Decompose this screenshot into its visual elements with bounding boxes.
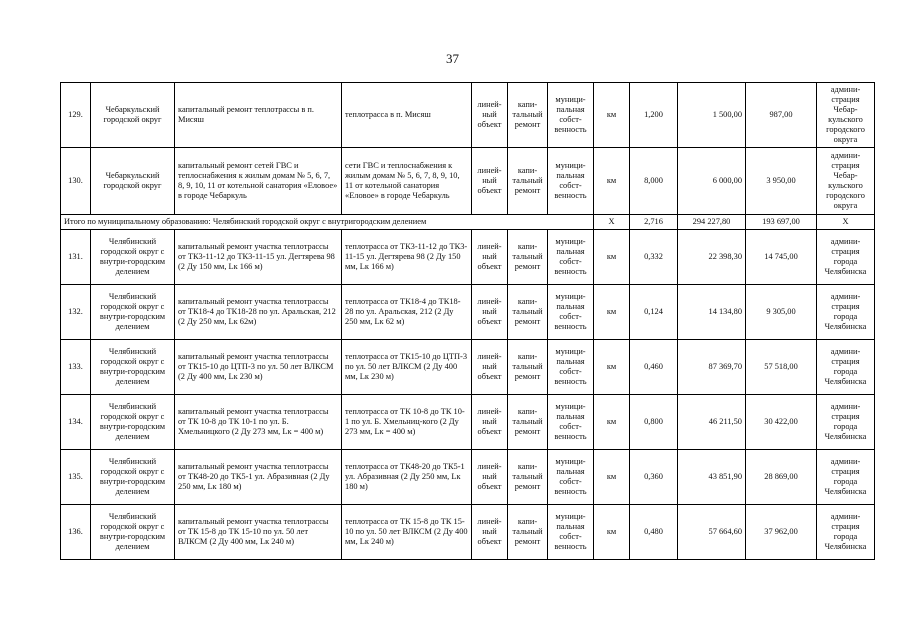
municipality-cell: Челябинский городской округ с внутри-городским делением <box>91 505 175 560</box>
cost-regional-cell: 57 518,00 <box>746 340 817 395</box>
work-description-cell: капитальный ремонт участка теплотрассы от ТК48-20 до ТК5-1 ул. Абразивная (2 Ду 250 мм, Lк 180 м) <box>175 450 342 505</box>
municipality-cell: Челябинский городской округ с внутри-городским делением <box>91 285 175 340</box>
object-cell: теплотрасса от ТК15-10 до ЦТП-3 по ул. 50 лет ВЛКСМ (2 Ду 400 мм, Lк 230 м) <box>342 340 472 395</box>
object-type-cell: линей-ный объект <box>472 340 508 395</box>
object-type-cell: линей-ный объект <box>472 148 508 215</box>
length-cell: 1,200 <box>630 83 678 148</box>
work-description-cell: капитальный ремонт участка теплотрассы от ТК 10-8 до ТК 10-1 по ул. Б. Хмельницкого (2 Ду 273 мм, Lк = 400 м) <box>175 395 342 450</box>
municipality-cell: Челябинский городской округ с внутри-городским делением <box>91 340 175 395</box>
object-type-cell: линей-ный объект <box>472 285 508 340</box>
work-description-cell: капитальный ремонт участка теплотрассы от ТК3-11-12 до ТК3-11-15 ул. Дегтярева 98 (2 Ду 150 мм, Lк 166 м) <box>175 230 342 285</box>
object-cell: теплотрасса от ТК 15-8 до ТК 15-10 по ул. 50 лет ВЛКСМ (2 Ду 400 мм, Lк 240 м) <box>342 505 472 560</box>
cost-total-cell: 22 398,30 <box>678 230 746 285</box>
customer-cell: админи-страция Чебар-кульского городского округа <box>817 148 875 215</box>
table-row <box>61 505 875 560</box>
unit-cell: км <box>594 505 630 560</box>
row-number: 129. <box>61 83 91 148</box>
total-cost-cell: 294 227,80 <box>678 215 746 230</box>
cost-total-cell: 43 851,90 <box>678 450 746 505</box>
work-type-cell: капи-тальный ремонт <box>508 285 548 340</box>
length-cell: 0,124 <box>630 285 678 340</box>
table-row <box>61 450 875 505</box>
length-cell: 0,460 <box>630 340 678 395</box>
row-number: 134. <box>61 395 91 450</box>
work-description-cell: капитальный ремонт теплотрассы в п. Мисяш <box>175 83 342 148</box>
work-type-cell: капи-тальный ремонт <box>508 340 548 395</box>
work-description-cell: капитальный ремонт участка теплотрассы от ТК15-10 до ЦТП-3 по ул. 50 лет ВЛКСМ (2 Ду 400 мм, Lк 230 м) <box>175 340 342 395</box>
object-cell: теплотрасса от ТК48-20 до ТК5-1 ул. Абразивная (2 Ду 250 мм, Lк 180 м) <box>342 450 472 505</box>
length-cell: 8,000 <box>630 148 678 215</box>
customer-cell: админи-страция Чебар-кульского городского округа <box>817 83 875 148</box>
cost-total-cell: 87 369,70 <box>678 340 746 395</box>
total-row <box>61 215 875 230</box>
work-type-cell: капи-тальный ремонт <box>508 148 548 215</box>
row-number: 135. <box>61 450 91 505</box>
object-type-cell: линей-ный объект <box>472 83 508 148</box>
length-cell: 0,360 <box>630 450 678 505</box>
length-cell: 0,480 <box>630 505 678 560</box>
object-type-cell: линей-ный объект <box>472 230 508 285</box>
object-type-cell: линей-ный объект <box>472 505 508 560</box>
table-row <box>61 285 875 340</box>
total-regional-cell: 193 697,00 <box>746 215 817 230</box>
work-description-cell: капитальный ремонт участка теплотрассы от ТК 15-8 до ТК 15-10 по ул. 50 лет ВЛКСМ (2 Ду 400 мм, Lк 240 м) <box>175 505 342 560</box>
cost-total-cell: 57 664,60 <box>678 505 746 560</box>
work-type-cell: капи-тальный ремонт <box>508 83 548 148</box>
work-description-cell: капитальный ремонт сетей ГВС и теплоснабжения к жилым домам № 5, 6, 7, 8, 9, 10, 11 от котельной санатория «Еловое» в городе Чебаркуль <box>175 148 342 215</box>
unit-cell: км <box>594 285 630 340</box>
row-number: 136. <box>61 505 91 560</box>
object-cell: теплотрасса в п. Мисяш <box>342 83 472 148</box>
object-cell: сети ГВС и теплоснабжения к жилым домам № 5, 6, 7, 8, 9, 10, 11 от котельной санатория «Еловое» в городе Чебаркуль <box>342 148 472 215</box>
total-length-cell: 2,716 <box>630 215 678 230</box>
works-table <box>60 82 875 560</box>
cost-regional-cell: 987,00 <box>746 83 817 148</box>
row-number: 131. <box>61 230 91 285</box>
row-number: 132. <box>61 285 91 340</box>
table-row <box>61 83 875 148</box>
table-row <box>61 340 875 395</box>
customer-cell: админи-страция города Челябинска <box>817 340 875 395</box>
customer-cell: админи-страция города Челябинска <box>817 450 875 505</box>
total-customer-cell: X <box>817 215 875 230</box>
cost-regional-cell: 30 422,00 <box>746 395 817 450</box>
cost-regional-cell: 14 745,00 <box>746 230 817 285</box>
unit-cell: км <box>594 148 630 215</box>
row-number: 130. <box>61 148 91 215</box>
work-type-cell: капи-тальный ремонт <box>508 230 548 285</box>
cost-regional-cell: 9 305,00 <box>746 285 817 340</box>
customer-cell: админи-страция города Челябинска <box>817 395 875 450</box>
customer-cell: админи-страция города Челябинска <box>817 285 875 340</box>
object-type-cell: линей-ный объект <box>472 450 508 505</box>
municipality-cell: Чебаркульский городской округ <box>91 148 175 215</box>
table-row <box>61 148 875 215</box>
cost-regional-cell: 3 950,00 <box>746 148 817 215</box>
length-cell: 0,800 <box>630 395 678 450</box>
cost-total-cell: 46 211,50 <box>678 395 746 450</box>
table-row <box>61 395 875 450</box>
ownership-cell: муници-пальная собст-венность <box>548 148 594 215</box>
cost-total-cell: 6 000,00 <box>678 148 746 215</box>
page-number: 37 <box>446 51 459 66</box>
object-cell: теплотрасса от ТК18-4 до ТК18-28 по ул. Аральская, 212 (2 Ду 250 мм, Lк 62 м) <box>342 285 472 340</box>
unit-cell: км <box>594 395 630 450</box>
object-cell: теплотрасса от ТК 10-8 до ТК 10-1 по ул. Б. Хмельниц-кого (2 Ду 273 мм, Lк = 400 м) <box>342 395 472 450</box>
row-number: 133. <box>61 340 91 395</box>
cost-total-cell: 1 500,00 <box>678 83 746 148</box>
ownership-cell: муници-пальная собст-венность <box>548 285 594 340</box>
municipality-cell: Челябинский городской округ с внутри-городским делением <box>91 450 175 505</box>
work-type-cell: капи-тальный ремонт <box>508 450 548 505</box>
municipality-cell: Челябинский городской округ с внутри-городским делением <box>91 230 175 285</box>
unit-cell: км <box>594 450 630 505</box>
ownership-cell: муници-пальная собст-венность <box>548 83 594 148</box>
work-type-cell: капи-тальный ремонт <box>508 395 548 450</box>
unit-cell: км <box>594 83 630 148</box>
object-cell: теплотрасса от ТК3-11-12 до ТК3-11-15 ул. Дегтярева 98 (2 Ду 150 мм, Lк 166 м) <box>342 230 472 285</box>
cost-regional-cell: 28 869,00 <box>746 450 817 505</box>
customer-cell: админи-страция города Челябинска <box>817 505 875 560</box>
ownership-cell: муници-пальная собст-венность <box>548 395 594 450</box>
length-cell: 0,332 <box>630 230 678 285</box>
total-unit-cell: X <box>594 215 630 230</box>
table-row <box>61 230 875 285</box>
unit-cell: км <box>594 340 630 395</box>
ownership-cell: муници-пальная собст-венность <box>548 340 594 395</box>
municipality-cell: Челябинский городской округ с внутри-городским делением <box>91 395 175 450</box>
ownership-cell: муници-пальная собст-венность <box>548 450 594 505</box>
work-description-cell: капитальный ремонт участка теплотрассы от ТК18-4 до ТК18-28 по ул. Аральская, 212 (2 Ду 250 мм, Lк 62м) <box>175 285 342 340</box>
municipality-cell: Чебаркульский городской округ <box>91 83 175 148</box>
cost-total-cell: 14 134,80 <box>678 285 746 340</box>
cost-regional-cell: 37 962,00 <box>746 505 817 560</box>
unit-cell: км <box>594 230 630 285</box>
work-type-cell: капи-тальный ремонт <box>508 505 548 560</box>
object-type-cell: линей-ный объект <box>472 395 508 450</box>
ownership-cell: муници-пальная собст-венность <box>548 230 594 285</box>
ownership-cell: муници-пальная собст-венность <box>548 505 594 560</box>
total-label: Итого по муниципальному образованию: Челябинский городской округ с внутригородским делением <box>61 215 594 230</box>
customer-cell: админи-страция города Челябинска <box>817 230 875 285</box>
